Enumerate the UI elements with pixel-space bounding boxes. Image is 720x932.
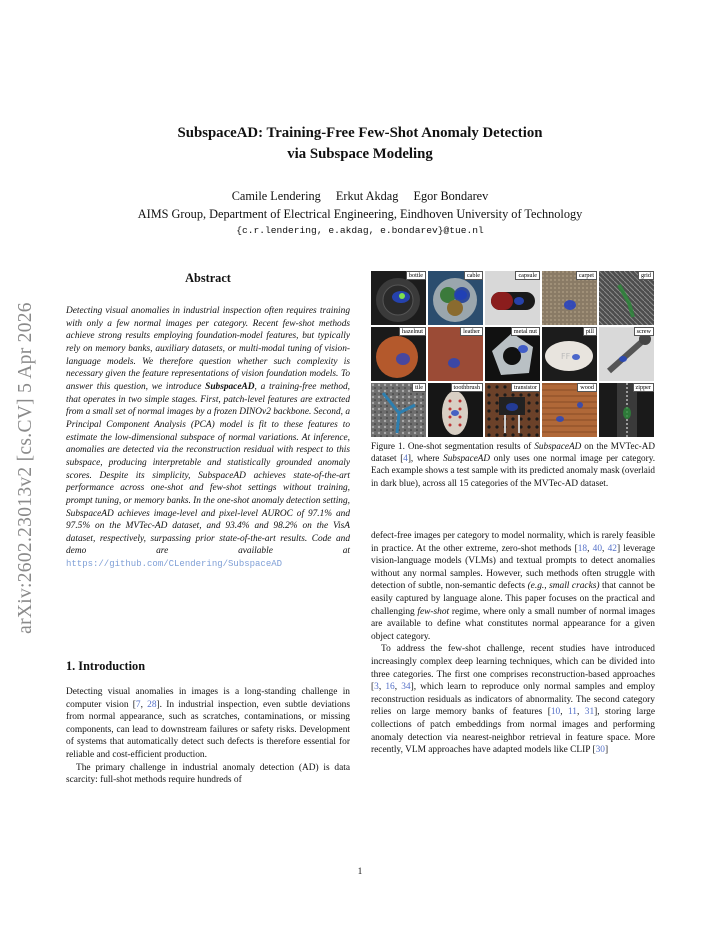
citation-link[interactable]: 16 xyxy=(385,682,395,693)
figure-label: carpet xyxy=(576,271,597,280)
citation-link[interactable]: 3 xyxy=(374,682,379,693)
figure-label: bottle xyxy=(406,271,426,280)
body-text: Detecting visual anomalies in images is a long-standing challenge in computer vision [ xyxy=(66,687,350,710)
figure-label: capsule xyxy=(515,271,540,280)
affiliation: AIMS Group, Department of Electrical Engineering, Eindhoven University of Technology xyxy=(137,207,583,221)
intro-paragraph-2-cont: defect-free images per category to model normality, which is rarely feasible in practice. At the other extreme, zero-shot methods [18, 40, 42] leverage vision-language models (VLMs) and textual prompts to detect anomalies without any normal samples. However, such methods often struggle with detection of subtle, non-semantic defects (e.g., small cracks) that cannot be easily captured by language alone. This paper focuses on the practical and challenging few-shot regime, where only a small number of normal images are available to define what constitutes normal appearance for a given object category. xyxy=(371,531,656,642)
figure-cell-tile xyxy=(371,383,426,437)
figure-cell-screw xyxy=(599,327,654,381)
figure-label: metal nut xyxy=(511,327,540,336)
citation-link[interactable]: 40 xyxy=(592,543,603,554)
body-text: ], which learn to reproduce only normal samples and employ reconstruction residuals as indicators of abnormality. The second category relies on large memory banks of features [ xyxy=(371,682,656,718)
section-heading-introduction: 1. Introduction xyxy=(66,659,146,673)
figure-cell-leather xyxy=(428,327,483,381)
citation-link[interactable]: 4 xyxy=(403,453,408,464)
figure-label: cable xyxy=(464,271,483,280)
body-text: that cannot be easily captured by language alone. This paper focuses on the practical and challenging xyxy=(371,581,655,617)
citation-link[interactable]: 31 xyxy=(584,707,595,718)
citation-link[interactable]: 7 xyxy=(135,699,141,710)
intro-left-column xyxy=(66,686,350,787)
body-text: regime, where only a small number of normal images are available to define what constitutes normal appearance for a given object category. xyxy=(371,606,655,642)
body-text: defect-free images per category to model normality, which is rarely feasible in practice. At the other extreme, zero-shot methods [ xyxy=(371,531,655,554)
figure-cell-cable xyxy=(428,271,483,325)
method-name: SubspaceAD xyxy=(205,381,255,392)
figure-label: toothbrush xyxy=(451,383,483,392)
figure-label: leather xyxy=(460,327,483,336)
abstract-body xyxy=(66,305,350,571)
author-list xyxy=(0,188,720,205)
intro-right-column xyxy=(371,530,655,757)
method-name: SubspaceAD xyxy=(534,441,582,451)
body-text-italic: (e.g., small cracks) xyxy=(527,581,600,592)
figure-label: hazelnut xyxy=(399,327,426,336)
arxiv-stamp: arXiv:2602.23013v2 [cs.CV] 5 Apr 2026 xyxy=(15,302,36,634)
svg-text:FF: FF xyxy=(561,352,571,361)
author-name: Erkut Akdag xyxy=(335,189,399,203)
citation-link[interactable]: 10 xyxy=(550,707,561,718)
citation-link[interactable]: 18 xyxy=(577,543,588,554)
intro-paragraph-2: The primary challenge in industrial anomaly detection (AD) is data scarcity: full-shot methods require hundreds of xyxy=(66,762,350,786)
body-text: To address the few-shot challenge, recent studies have introduced increasingly complex deep learning techniques, which can be divided into three categories. The first one comprises reconstruction-based approaches [ xyxy=(371,644,655,693)
figure-cell-capsule xyxy=(485,271,540,325)
abstract-heading: Abstract xyxy=(185,271,231,285)
figure-label: pill xyxy=(583,327,597,336)
code-link[interactable]: https://github.com/CLendering/SubspaceAD xyxy=(66,559,283,570)
figure-cell-grid xyxy=(599,271,654,325)
arxiv-stamp-container xyxy=(6,273,46,663)
citation-link[interactable]: 28 xyxy=(147,699,157,710)
title-line-2: via Subspace Modeling xyxy=(287,146,433,162)
figure-cell-pill xyxy=(542,327,597,381)
title-line-1: SubspaceAD: Training-Free Few-Shot Anomaly Detection xyxy=(177,125,543,141)
figure-cell-wood xyxy=(542,383,597,437)
figure-1-grid xyxy=(371,271,654,437)
figure-cell-zipper xyxy=(599,383,654,437)
paper-title xyxy=(0,123,720,165)
author-name: Camile Lendering xyxy=(231,189,321,203)
figure-cell-metal-nut xyxy=(485,327,540,381)
page-number: 1 xyxy=(357,867,363,877)
body-text: ]. In industrial inspection, even subtle deviations from normal appearance, such as scratches, contaminations, or missing components, can lead to downstream failures or safety risks. Development of systems that automatically detect such defects is therefore essential for reliable and cost-efficient production. xyxy=(66,699,350,760)
figure-label: zipper xyxy=(633,383,654,392)
caption-text: ], where xyxy=(407,453,444,464)
figure-label: grid xyxy=(638,271,654,280)
author-emails: {c.r.lendering, e.akdag, e.bondarev}@tue.nl xyxy=(236,225,484,236)
caption-text: on the MVTec-AD dataset [ xyxy=(371,441,655,464)
body-text: ], storing large collections of patch embeddings from normal images and performing anomaly detection via nearest-neighbor retrieval in feature space. More recently, VLM approaches have adapted models like CLIP [ xyxy=(371,707,656,756)
abstract-text: Detecting visual anomalies in industrial inspection often requires training with only a few normal images per category. Recent few-shot methods achieve strong results employing foundation-model features, but typically rely on memory banks, auxiliary datasets, or multi-modal tuning of vision-language models. We therefore question whether such complexity is necessary given the feature representations of vision foundation models. To answer this question, we introduce xyxy=(66,306,350,392)
caption-text: Figure 1. One-shot segmentation results of xyxy=(371,441,535,451)
figure-caption xyxy=(371,440,655,489)
figure-cell-transistor xyxy=(485,383,540,437)
figure-label: screw xyxy=(634,327,654,336)
figure-cell-carpet xyxy=(542,271,597,325)
citation-link[interactable]: 11 xyxy=(567,707,577,718)
abstract-text: , a training-free method, that operates in two simple stages. First, patch-level features are extracted from a small set of normal images by a frozen DINOv2 backbone. Second, a Principal Component Analysis (PCA) model is fit to these features to estimate the low-dimensional subspace of normal variations. At inference, anomalies are detected via the reconstruction residual with respect to this subspace, producing interpretable and statistically grounded anomaly scores. Despite its simplicity, SubspaceAD achieves state-of-the-art performance across one-shot and few-shot settings without training, prompt tuning, or memory banks. In the one-shot anomaly detection setting, SubspaceAD achieves image-level and pixel-level AUROC of 97.1% and 97.5% on the MVTec-AD dataset, and 93.4% and 98.2% on the VisA dataset, respectively, surpassing prior state-of-the-art results. Code and demo are available at xyxy=(66,381,350,557)
figure-cell-bottle xyxy=(371,271,426,325)
figure-label: tile xyxy=(412,383,426,392)
figure-cell-toothbrush xyxy=(428,383,483,437)
intro-paragraph-3: To address the few-shot challenge, recent studies have introduced increasingly complex deep learning techniques, which can be divided into three categories. The first one comprises reconstruction-based approaches [3, 16, 34], which learn to reproduce only normal samples and employ reconstruction residuals as indicators of abnormality. The second category relies on large memory banks of features [10, 11, 31], storing large collections of patch embeddings from normal images and performing anomaly detection via nearest-neighbor retrieval in feature space. More recently, VLM approaches have adapted models like CLIP [30] xyxy=(371,644,656,756)
author-name: Egor Bondarev xyxy=(413,189,489,203)
figure-cell-hazelnut xyxy=(371,327,426,381)
citation-link[interactable]: 34 xyxy=(401,682,411,693)
body-text: ] xyxy=(604,745,609,756)
figure-label: wood xyxy=(577,383,597,392)
citation-link[interactable]: 30 xyxy=(595,745,605,756)
figure-label: transistor xyxy=(511,383,540,392)
body-text: ] leverage vision-language models (VLMs) and textual prompts to detect anomalies without any normal samples. However, such methods often struggle with detection of subtle, non-semantic defects xyxy=(371,543,656,592)
method-name: SubspaceAD xyxy=(443,453,491,464)
caption-text: only uses one normal image per category. Each example shows a test sample with its predicted anomaly mask (overlaid in dark blue), across all 15 categories of the MVTec-AD dataset. xyxy=(371,453,655,488)
body-text-italic: few-shot xyxy=(417,606,450,617)
intro-paragraph-1: Detecting visual anomalies in images is a long-standing challenge in computer vision [7, 28]. In industrial inspection, even subtle deviations from normal appearance, such as scratches, contaminations, or missing components, can lead to downstream failures or safety risks. Development of systems that automatically detect such defects is therefore essential for reliable and cost-efficient production. xyxy=(66,687,350,760)
citation-link[interactable]: 42 xyxy=(607,543,617,554)
